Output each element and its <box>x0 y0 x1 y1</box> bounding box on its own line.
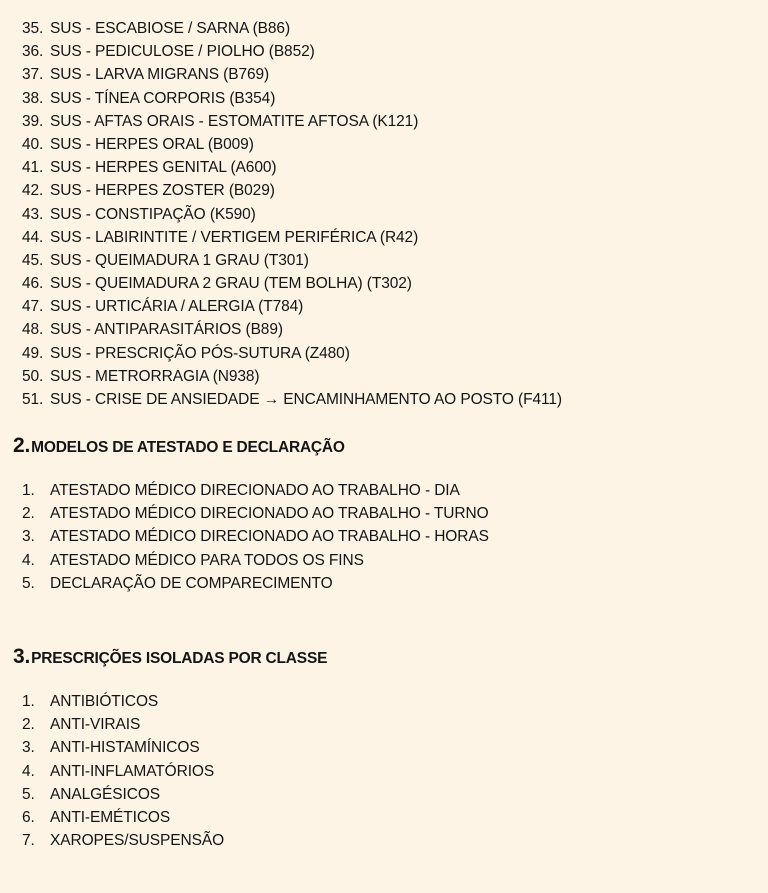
list-item[interactable] <box>22 342 562 365</box>
item-text: SUS - LARVA MIGRANS (B769) <box>50 66 270 84</box>
item-number: 39. <box>22 112 44 130</box>
section-number: 3. <box>13 645 31 668</box>
list-item[interactable] <box>22 479 489 502</box>
item-text: ATESTADO MÉDICO PARA TODOS OS FINS <box>50 551 364 569</box>
item-text: SUS - HERPES ORAL (B009) <box>50 135 254 153</box>
item-text: ATESTADO MÉDICO DIRECIONADO AO TRABALHO - DIA <box>50 482 460 499</box>
item-number: 37. <box>22 66 44 84</box>
list-item[interactable] <box>22 783 224 806</box>
item-text: ANTI-INFLAMATÓRIOS <box>50 762 215 780</box>
list-item[interactable] <box>22 87 562 110</box>
item-number: 2. <box>22 505 35 523</box>
item-text: SUS - QUEIMADURA 1 GRAU (T301) <box>50 251 309 269</box>
item-number: 35. <box>22 20 44 37</box>
item-number: 38. <box>22 89 44 107</box>
item-text: ATESTADO MÉDICO DIRECIONADO AO TRABALHO - TURNO <box>50 505 489 523</box>
list-item[interactable] <box>22 690 224 713</box>
item-number: 43. <box>22 205 44 223</box>
item-number: 7. <box>22 832 35 850</box>
item-number: 42. <box>22 182 44 200</box>
section-heading-prescricoes <box>13 645 327 669</box>
list-item[interactable] <box>22 63 562 86</box>
list-item[interactable] <box>22 549 489 572</box>
list-item[interactable] <box>22 40 562 63</box>
item-text: ANTIBIÓTICOS <box>50 693 159 710</box>
section-title: PRESCRIÇÕES ISOLADAS POR CLASSE <box>31 650 328 667</box>
item-number: 40. <box>22 135 44 153</box>
item-number: 3. <box>22 739 35 757</box>
list-item[interactable] <box>22 318 562 341</box>
item-number: 4. <box>22 551 35 569</box>
list-item[interactable] <box>22 17 562 40</box>
list-item[interactable] <box>22 760 224 783</box>
item-number: 51. <box>22 391 44 408</box>
item-text: ANTI-HISTAMÍNICOS <box>50 739 200 757</box>
item-number: 36. <box>22 43 44 61</box>
item-number: 50. <box>22 367 44 385</box>
item-text: SUS - QUEIMADURA 2 GRAU (TEM BOLHA) (T302) <box>50 275 412 293</box>
item-number: 45. <box>22 251 44 269</box>
item-number: 49. <box>22 344 44 362</box>
list-item[interactable] <box>22 156 562 179</box>
item-text: SUS - ESCABIOSE / SARNA (B86) <box>50 20 291 37</box>
list-item[interactable] <box>22 203 562 226</box>
list-item[interactable] <box>22 226 562 249</box>
list-item[interactable] <box>22 249 562 272</box>
list-item[interactable] <box>22 295 562 318</box>
item-text: SUS - METRORRAGIA (N938) <box>50 367 260 385</box>
item-number: 5. <box>22 785 35 803</box>
item-number: 41. <box>22 159 44 177</box>
section-number: 2. <box>13 434 31 457</box>
list-item[interactable] <box>22 572 489 595</box>
list-item[interactable] <box>22 502 489 525</box>
item-text: XAROPES/SUSPENSÃO <box>50 832 225 850</box>
item-number: 44. <box>22 228 44 246</box>
item-text: ANALGÉSICOS <box>50 785 161 803</box>
list-item[interactable] <box>22 272 562 295</box>
item-text: ANTI-EMÉTICOS <box>50 808 171 826</box>
list-item[interactable] <box>22 133 562 156</box>
item-text: SUS - HERPES GENITAL (A600) <box>50 159 277 177</box>
prescription-class-list <box>22 690 224 852</box>
item-text: SUS - TÍNEA CORPORIS (B354) <box>50 89 276 107</box>
list-item[interactable] <box>22 736 224 759</box>
item-text: SUS - PEDICULOSE / PIOLHO (B852) <box>50 43 315 61</box>
item-text: DECLARAÇÃO DE COMPARECIMENTO <box>50 574 333 592</box>
item-number: 1. <box>22 482 35 499</box>
list-item[interactable] <box>22 365 562 388</box>
list-item[interactable] <box>22 525 489 548</box>
atestado-model-list <box>22 479 489 595</box>
item-text: SUS - LABIRINTITE / VERTIGEM PERIFÉRICA (R42) <box>50 228 419 246</box>
section-title: MODELOS DE ATESTADO E DECLARAÇÃO <box>31 439 345 456</box>
item-text: SUS - PRESCRIÇÃO PÓS-SUTURA (Z480) <box>50 344 350 362</box>
item-text: SUS - URTICÁRIA / ALERGIA (T784) <box>50 298 304 316</box>
item-text: SUS - HERPES ZOSTER (B029) <box>50 182 275 200</box>
item-number: 3. <box>22 528 35 546</box>
item-text: SUS - CRISE DE ANSIEDADE → ENCAMINHAMENTO AO POSTO (F411) <box>50 391 562 408</box>
item-number: 46. <box>22 275 44 293</box>
list-item[interactable] <box>22 388 562 411</box>
item-number: 2. <box>22 716 35 734</box>
list-item[interactable] <box>22 110 562 133</box>
item-text: SUS - CONSTIPAÇÃO (K590) <box>50 205 256 223</box>
item-text: ANTI-VIRAIS <box>50 716 141 734</box>
item-number: 6. <box>22 808 35 826</box>
list-item[interactable] <box>22 806 224 829</box>
item-number: 48. <box>22 321 44 339</box>
item-number: 47. <box>22 298 44 316</box>
item-number: 4. <box>22 762 35 780</box>
section-heading-atestados <box>13 434 345 458</box>
item-text: SUS - ANTIPARASITÁRIOS (B89) <box>50 321 283 339</box>
item-number: 5. <box>22 574 35 592</box>
item-number: 1. <box>22 693 35 710</box>
item-text: ATESTADO MÉDICO DIRECIONADO AO TRABALHO - HORAS <box>50 528 489 546</box>
item-text: SUS - AFTAS ORAIS - ESTOMATITE AFTOSA (K121) <box>50 112 419 130</box>
list-item[interactable] <box>22 713 224 736</box>
list-item[interactable] <box>22 179 562 202</box>
list-item[interactable] <box>22 829 224 852</box>
sus-protocol-list <box>22 17 562 411</box>
